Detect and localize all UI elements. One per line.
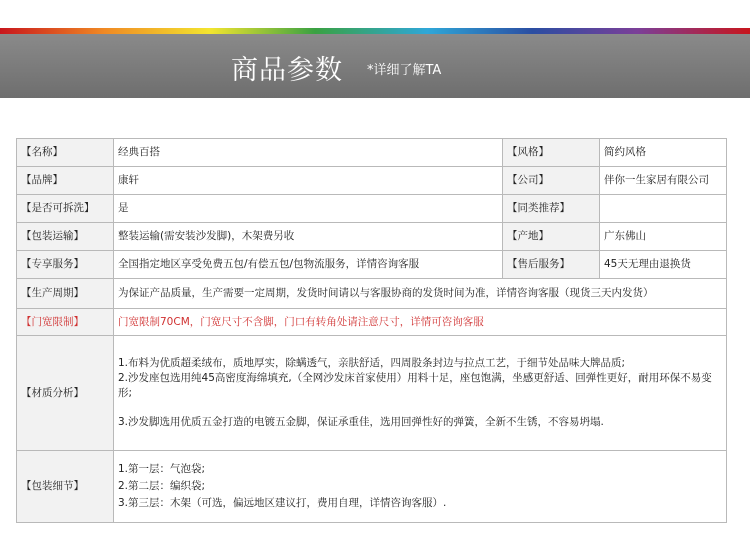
material-line-2: 2.沙发座包选用纯45高密度海绵填充,（全网沙发床首家使用）用料十足，座包饱满，坐感更舒适、回弹性更好，耐用环保不易变形;	[118, 372, 712, 399]
table-row	[17, 336, 727, 451]
table-row	[17, 451, 727, 523]
header-banner	[0, 34, 750, 98]
packaging-line-3: 3.第三层：木架（可选，偏远地区建议打，费用自理，详情咨询客服）.	[118, 497, 447, 509]
value-aftersale: 45天无理由退换货	[600, 251, 727, 279]
packaging-line-1: 1.第一层：气泡袋;	[118, 463, 206, 475]
label-packaging: 【包装细节】	[17, 451, 114, 523]
value-washable: 是	[114, 195, 503, 223]
value-service: 全国指定地区享受免费五包/有偿五包/包物流服务，详情咨询客服	[114, 251, 503, 279]
label-washable: 【是否可拆洗】	[17, 195, 114, 223]
table-row	[17, 167, 727, 195]
packaging-line-2: 2.第二层：编织袋;	[118, 480, 206, 492]
table-row	[17, 139, 727, 167]
label-style: 【风格】	[503, 139, 600, 167]
value-name: 经典百搭	[114, 139, 503, 167]
material-line-3: 3.沙发脚选用优质五金打造的电镀五金脚，保证承重佳，选用回弹性好的弹簧，全新不生锈，不容易坍塌.	[118, 416, 604, 428]
label-origin: 【产地】	[503, 223, 600, 251]
value-shipping: 整装运输(需安装沙发脚)，木架费另收	[114, 223, 503, 251]
label-recommend: 【同类推荐】	[503, 195, 600, 223]
value-brand: 康轩	[114, 167, 503, 195]
value-cycle: 为保证产品质量，生产需要一定周期，发货时间请以与客服协商的发货时间为准，详情咨询客服（现货三天内发货）	[114, 279, 727, 309]
value-door: 门宽限制70CM，门宽尺寸不含脚，门口有转角处请注意尺寸，详情可咨询客服	[114, 309, 727, 336]
spec-table	[16, 138, 727, 523]
value-recommend	[600, 195, 727, 223]
table-row	[17, 251, 727, 279]
value-origin: 广东佛山	[600, 223, 727, 251]
material-line-1: 1.布料为优质超柔绒布，质地厚实，除螨透气，亲肤舒适，四周股条封边与拉点工艺，于细节处品味大牌品质;	[118, 357, 626, 369]
label-brand: 【品牌】	[17, 167, 114, 195]
table-row	[17, 279, 727, 309]
label-company: 【公司】	[503, 167, 600, 195]
value-packaging	[114, 451, 727, 523]
label-door: 【门宽限制】	[17, 309, 114, 336]
label-cycle: 【生产周期】	[17, 279, 114, 309]
page-subtitle: *详细了解TA	[367, 63, 442, 78]
label-name: 【名称】	[17, 139, 114, 167]
label-aftersale: 【售后服务】	[503, 251, 600, 279]
table-row	[17, 223, 727, 251]
label-shipping: 【包装运输】	[17, 223, 114, 251]
page-title: 商品参数	[231, 55, 343, 86]
label-service: 【专享服务】	[17, 251, 114, 279]
value-material	[114, 336, 727, 451]
label-material: 【材质分析】	[17, 336, 114, 451]
table-row	[17, 195, 727, 223]
value-company: 伴你一生家居有限公司	[600, 167, 727, 195]
table-row	[17, 309, 727, 336]
value-style: 简约风格	[600, 139, 727, 167]
